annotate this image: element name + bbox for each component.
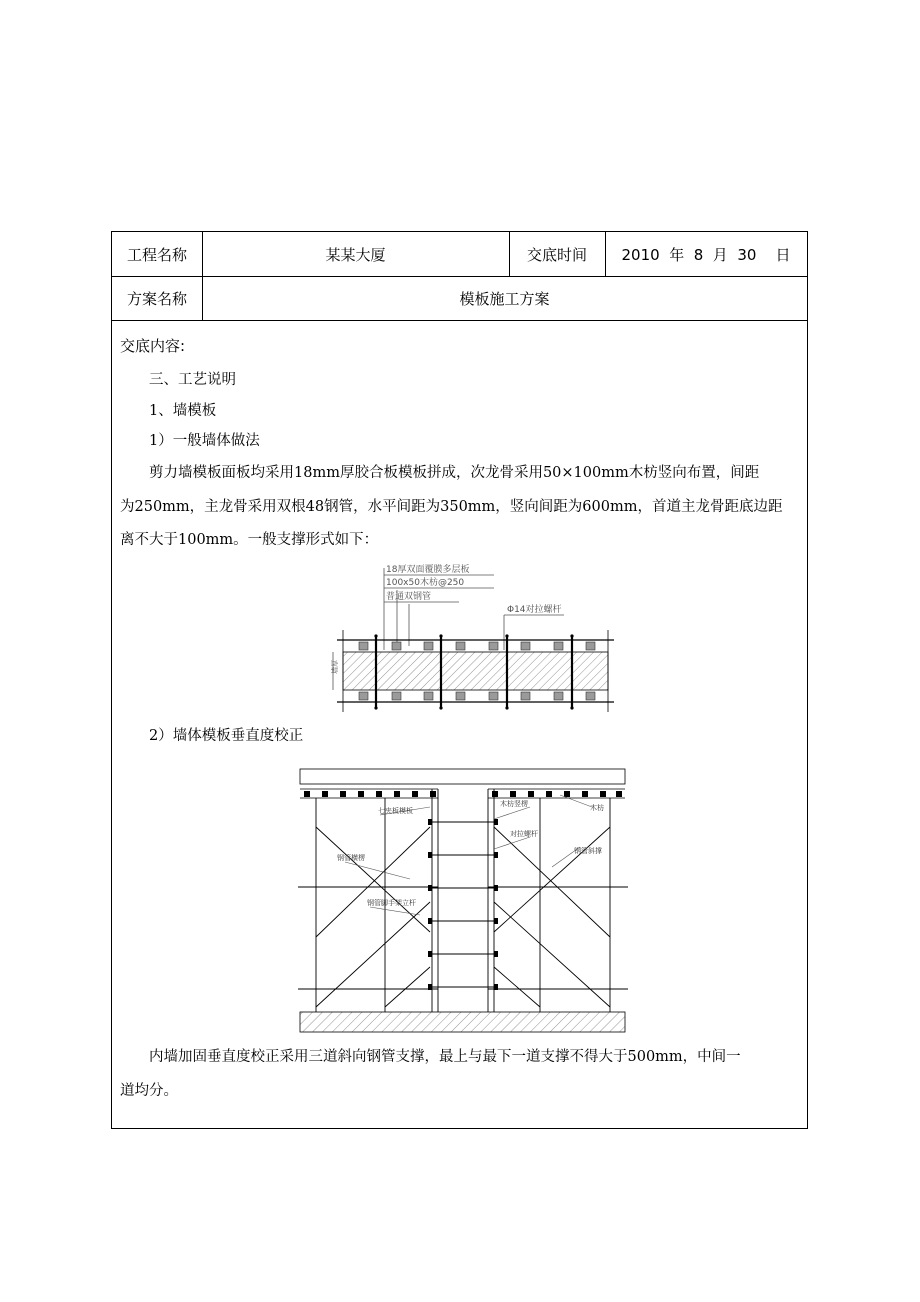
wall-formwork-section-diagram xyxy=(329,560,619,725)
paragraph-1-line-3: 离不大于100mm。一般支撑形式如下： xyxy=(120,532,379,548)
disclosure-content xyxy=(120,330,797,1128)
plan-name-value: 模板施工方案 xyxy=(459,289,550,308)
project-name-value: 某某大厦 xyxy=(325,245,386,264)
date-value: 2010 年 8 月 30 日 xyxy=(621,245,791,264)
label-steel-horizontal: 钢管横楞 xyxy=(337,854,365,862)
content-label: 交底内容: xyxy=(120,337,186,355)
paragraph-1-line-1: 剪力墙模板面板均采用18mm厚胶合板模板拼成，次龙骨采用50×100mm木枋竖向布置，间距 xyxy=(149,465,760,481)
paragraph-2-line-2: 道均分。 xyxy=(120,1083,178,1099)
label-tie-rod: 对拉螺杆 xyxy=(510,830,538,838)
header-row-1 xyxy=(112,232,807,277)
header-row-2 xyxy=(112,276,807,321)
disclosure-sheet xyxy=(111,231,808,1129)
label-scaffold-post: 钢管脚手架立杆 xyxy=(367,899,416,907)
subsection-wall-formwork: 1、墙模板 xyxy=(149,403,217,419)
label-steel-diagonal-brace: 钢管斜撑 xyxy=(574,847,602,855)
section-title: 三、工艺说明 xyxy=(149,372,236,388)
wall-verticality-bracing-diagram xyxy=(290,767,630,1037)
label-seven-ply-formwork: 七夹板模板 xyxy=(378,807,413,815)
label-timber-vertical: 木枋竖楞 xyxy=(500,800,528,808)
date-label: 交底时间 xyxy=(526,245,587,264)
label-double-pipe: 普通双钢管 xyxy=(386,592,432,602)
subsection-general-wall: 1）一般墙体做法 xyxy=(149,433,260,449)
paragraph-1-line-2: 为250mm，主龙骨采用双根48钢管，水平间距为350mm，竖向间距为600mm，首道主龙骨距底边距 xyxy=(120,499,783,515)
paragraph-2-line-1: 内墙加固垂直度校正采用三道斜向钢管支撑，最上与最下一道支撑不得大于500mm，中间一 xyxy=(149,1049,741,1065)
plan-name-label: 方案名称 xyxy=(126,289,187,308)
project-name-label: 工程名称 xyxy=(126,245,187,264)
subsection-verticality: 2）墙体模板垂直度校正 xyxy=(149,728,304,744)
label-wall-thickness: 墙厚 xyxy=(331,660,339,674)
label-tie-bolt: Φ14对拉螺杆 xyxy=(507,605,562,615)
label-timber: 100x50木枋@250 xyxy=(386,578,465,588)
label-timber: 木枋 xyxy=(590,804,604,812)
label-plywood: 18厚双面覆膜多层板 xyxy=(386,565,470,575)
